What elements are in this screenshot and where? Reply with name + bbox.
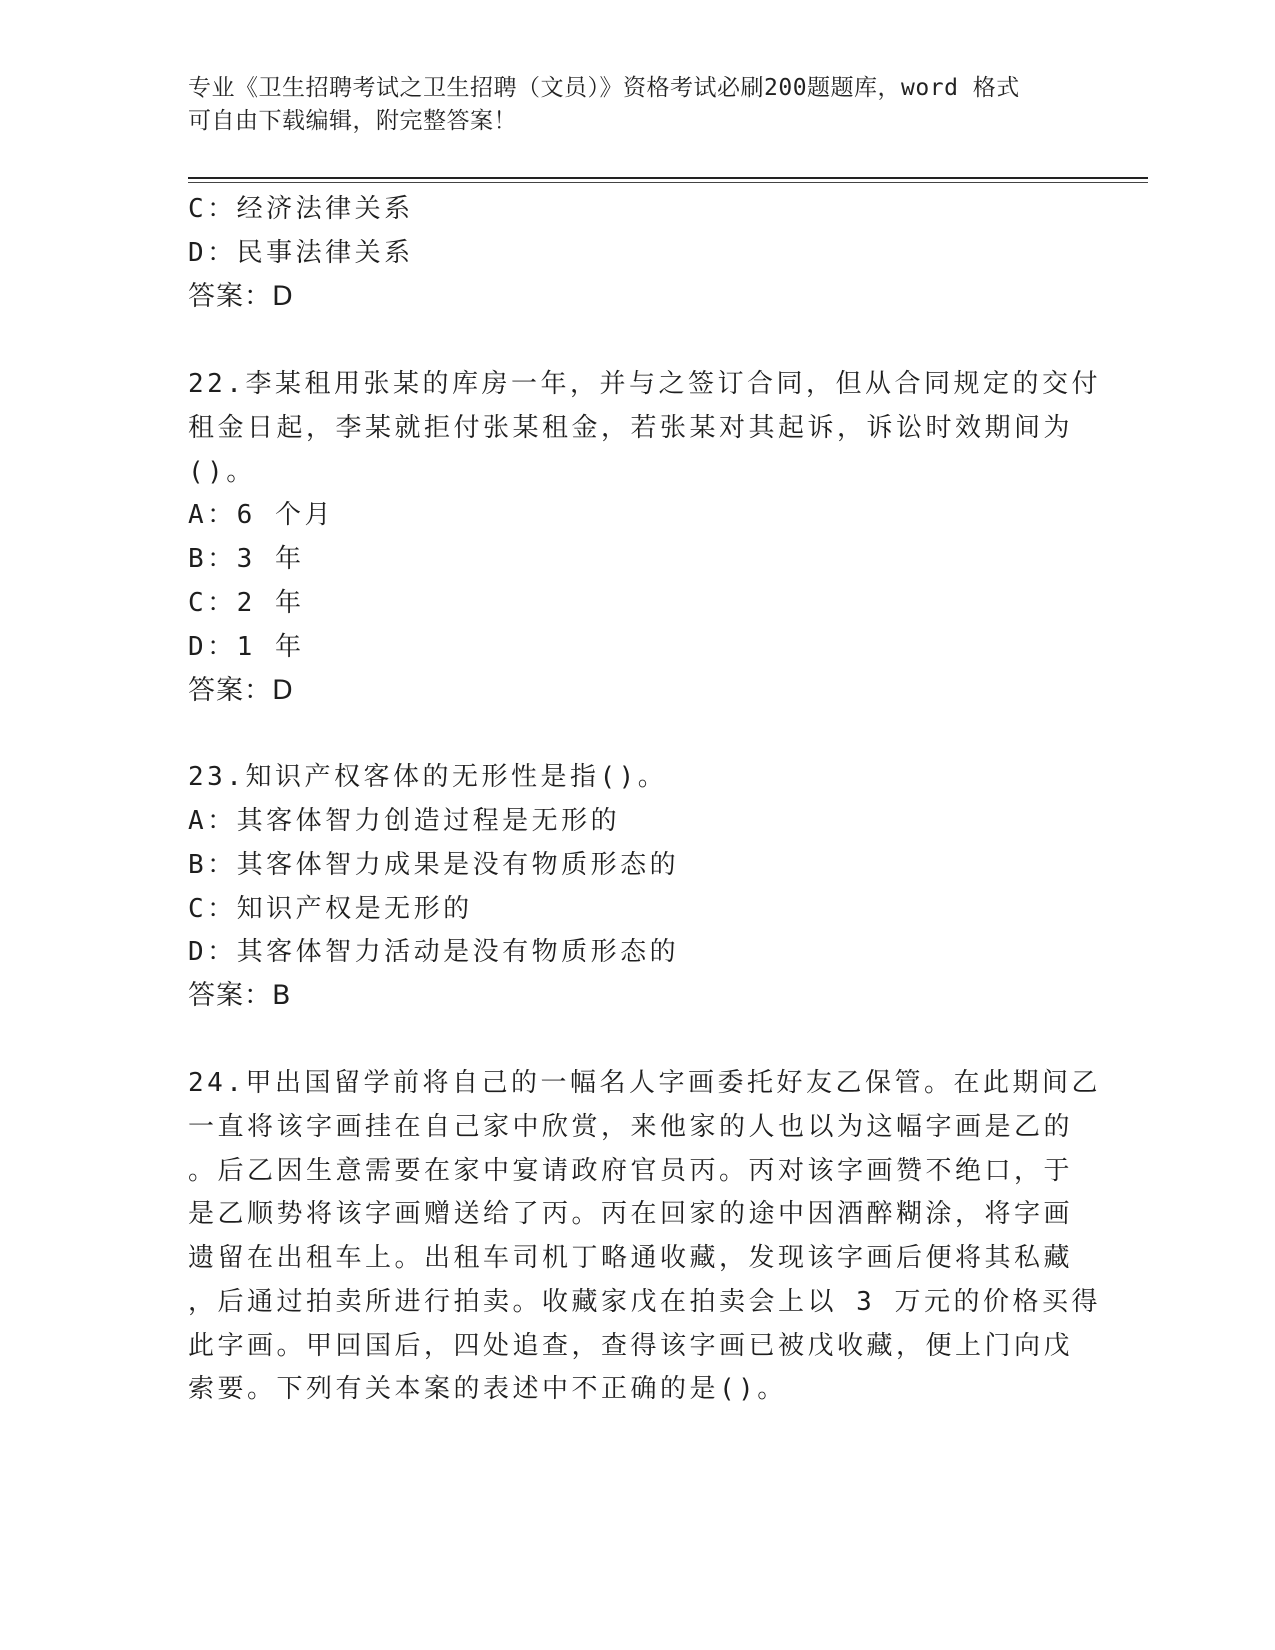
q22-option-a: A：6 个月 <box>188 500 334 530</box>
q23-option-d: D：其客体智力活动是没有物质形态的 <box>188 937 680 967</box>
header-rule-thin <box>188 182 1148 183</box>
q22-stem-line-1: 22.李某租用张某的库房一年，并与之签订合同，但从合同规定的交付 <box>188 369 1101 399</box>
q23-option-c: C：知识产权是无形的 <box>188 894 473 924</box>
q22-answer: 答案：D <box>188 675 294 706</box>
q23-answer: 答案：B <box>188 980 292 1011</box>
q21-option-d: D：民事法律关系 <box>188 238 414 268</box>
q22-option-b: B：3 年 <box>188 544 305 574</box>
header-line-1: 专业《卫生招聘考试之卫生招聘（文员）》资格考试必刷200题题库，word 格式 <box>188 75 1020 101</box>
q24-stem-line-5: 遗留在出租车上。出租车司机丁略通收藏，发现该字画后便将其私藏 <box>188 1243 1074 1273</box>
header-rule-thick <box>188 177 1148 179</box>
q21-option-c: C：经济法律关系 <box>188 194 414 224</box>
q24-stem-line-7: 此字画。甲回国后，四处追查，查得该字画已被戊收藏，便上门向戊 <box>188 1331 1074 1361</box>
q24-stem-line-1: 24.甲出国留学前将自己的一幅名人字画委托好友乙保管。在此期间乙 <box>188 1068 1101 1098</box>
q23-option-a: A：其客体智力创造过程是无形的 <box>188 806 621 836</box>
q22-option-d: D：1 年 <box>188 632 305 662</box>
q24-stem-line-8: 索要。下列有关本案的表述中不正确的是()。 <box>188 1374 787 1404</box>
q24-stem-line-2: 一直将该字画挂在自己家中欣赏，来他家的人也以为这幅字画是乙的 <box>188 1112 1074 1142</box>
q24-stem-line-6: ，后通过拍卖所进行拍卖。收藏家戊在拍卖会上以 3 万元的价格买得 <box>188 1287 1101 1317</box>
q23-option-b: B：其客体智力成果是没有物质形态的 <box>188 850 680 880</box>
q24-stem-line-3: 。后乙因生意需要在家中宴请政府官员丙。丙对该字画赞不绝口，于 <box>188 1156 1074 1186</box>
q21-answer: 答案：D <box>188 281 294 312</box>
q22-stem-line-3: ()。 <box>188 457 256 487</box>
page-header <box>188 72 1068 138</box>
q23-stem: 23.知识产权客体的无形性是指()。 <box>188 762 668 792</box>
q22-option-c: C：2 年 <box>188 588 305 618</box>
q22-stem-line-2: 租金日起，李某就拒付张某租金，若张某对其起诉，诉讼时效期间为 <box>188 413 1074 443</box>
q24-stem-line-4: 是乙顺势将该字画赠送给了丙。丙在回家的途中因酒醉糊涂，将字画 <box>188 1199 1074 1229</box>
header-line-2: 可自由下载编辑，附完整答案！ <box>188 108 517 134</box>
